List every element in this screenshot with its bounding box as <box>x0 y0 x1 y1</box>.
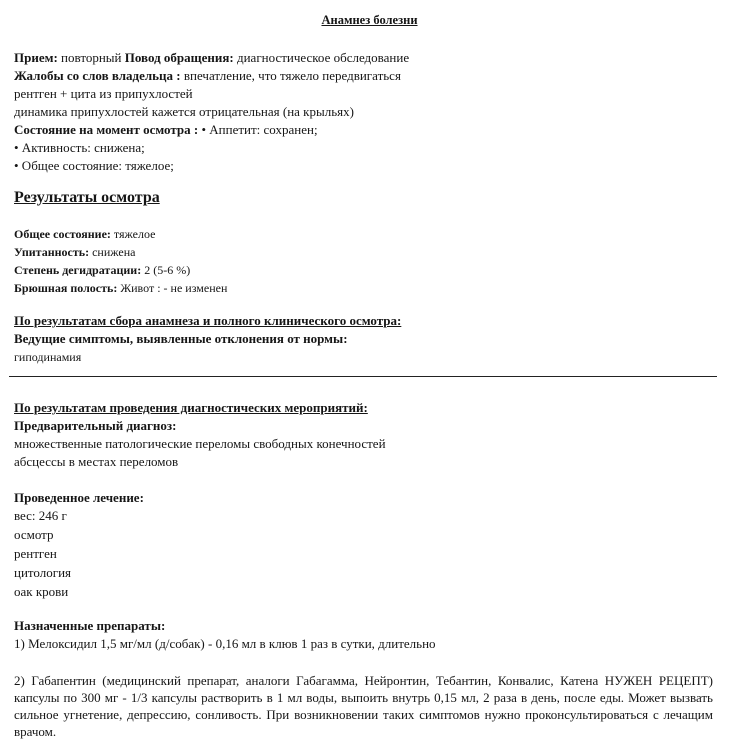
complaints-line-2: рентген + цита из припухлостей <box>14 86 193 101</box>
treatment-heading <box>14 490 144 506</box>
diagnostics-heading: По результатам проведения диагностических мероприятий: <box>14 400 368 415</box>
dehydration-line <box>14 262 190 278</box>
state-line <box>14 122 318 138</box>
drugs-heading-text: Назначенные препараты: <box>14 618 166 633</box>
appetite-value: • Аппетит: сохранен; <box>201 122 318 137</box>
leading-symptoms-label <box>14 331 348 347</box>
reception-label: Прием: <box>14 50 58 65</box>
prelim-diagnosis-label <box>14 418 176 434</box>
leading-symptoms-value: гиподинамия <box>14 350 82 364</box>
complaints-label: Жалобы со слов владельца : <box>14 68 181 83</box>
complaints-value: впечатление, что тяжело передвигаться <box>183 68 401 83</box>
leading-symptoms-label-text: Ведущие симптомы, выявленные отклонения от нормы: <box>14 331 348 346</box>
nutrition-label: Упитанность: <box>14 245 90 259</box>
treatment-item: вес: 246 г <box>14 508 67 523</box>
exam-general-line <box>14 226 155 242</box>
document-title: Анамнез болезни <box>321 13 418 27</box>
complaints-line-3: динамика припухлостей кажется отрицательная (на крыльях) <box>14 104 354 119</box>
state-label: Состояние на момент осмотра : <box>14 122 199 137</box>
abdomen-line <box>14 280 227 296</box>
exam-general-value: тяжелое <box>113 227 156 241</box>
treatment-heading-text: Проведенное лечение: <box>14 490 144 505</box>
nutrition-value: снижена <box>92 245 136 259</box>
activity-line: • Активность: снижена; <box>14 140 145 155</box>
general-state-line: • Общее состояние: тяжелое; <box>14 158 174 173</box>
diagnosis-line-1: множественные патологические переломы свободных конечностей <box>14 436 386 451</box>
exam-general-label: Общее состояние: <box>14 227 111 241</box>
reason-value: диагностическое обследование <box>236 50 410 65</box>
abdomen-value: Живот : - не изменен <box>120 281 228 295</box>
prelim-diagnosis-label-text: Предварительный диагноз: <box>14 418 177 433</box>
drug-item-2: 2) Габапентин (медицинский препарат, аналоги Габагамма, Нейронтин, Тебантин, Конвалис, Катена НУЖЕН РЕЦЕПТ) капсулы по 300 мг - 1/3 капсулы растворить в 1 мл воды, выпоить внутрь 0,15 мл, 2 раза в день, после еды. Может вызвать сильное угнетение, депрессию, сонливость. При возникновении таких симптомов нужно проконсультироваться с лечащим врачом. <box>14 673 713 739</box>
nutrition-line <box>14 244 135 260</box>
drug-item-1: 1) Мелоксидил 1,5 мг/мл (д/собак) - 0,16 мл в клюв 1 раз в сутки, длительно <box>14 636 436 651</box>
dehydration-value: 2 (5-6 %) <box>144 263 191 277</box>
drugs-heading <box>14 618 165 634</box>
exam-results-heading: Результаты осмотра <box>14 189 160 206</box>
treatment-item: осмотр <box>14 527 54 542</box>
reception-value: повторный <box>61 50 122 65</box>
visit-line <box>14 50 409 66</box>
complaints-line <box>14 68 401 84</box>
reason-label: Повод обращения: <box>124 50 234 65</box>
anamnesis-heading: По результатам сбора анамнеза и полного клинического осмотра: <box>14 313 402 328</box>
treatment-item: цитология <box>14 565 72 580</box>
treatment-item: рентген <box>14 546 57 561</box>
treatment-item: оак крови <box>14 584 69 599</box>
abdomen-label: Брюшная полость: <box>14 281 118 295</box>
horizontal-divider <box>9 376 717 377</box>
diagnosis-line-2: абсцессы в местах переломов <box>14 454 179 469</box>
dehydration-label: Степень дегидратации: <box>14 263 142 277</box>
